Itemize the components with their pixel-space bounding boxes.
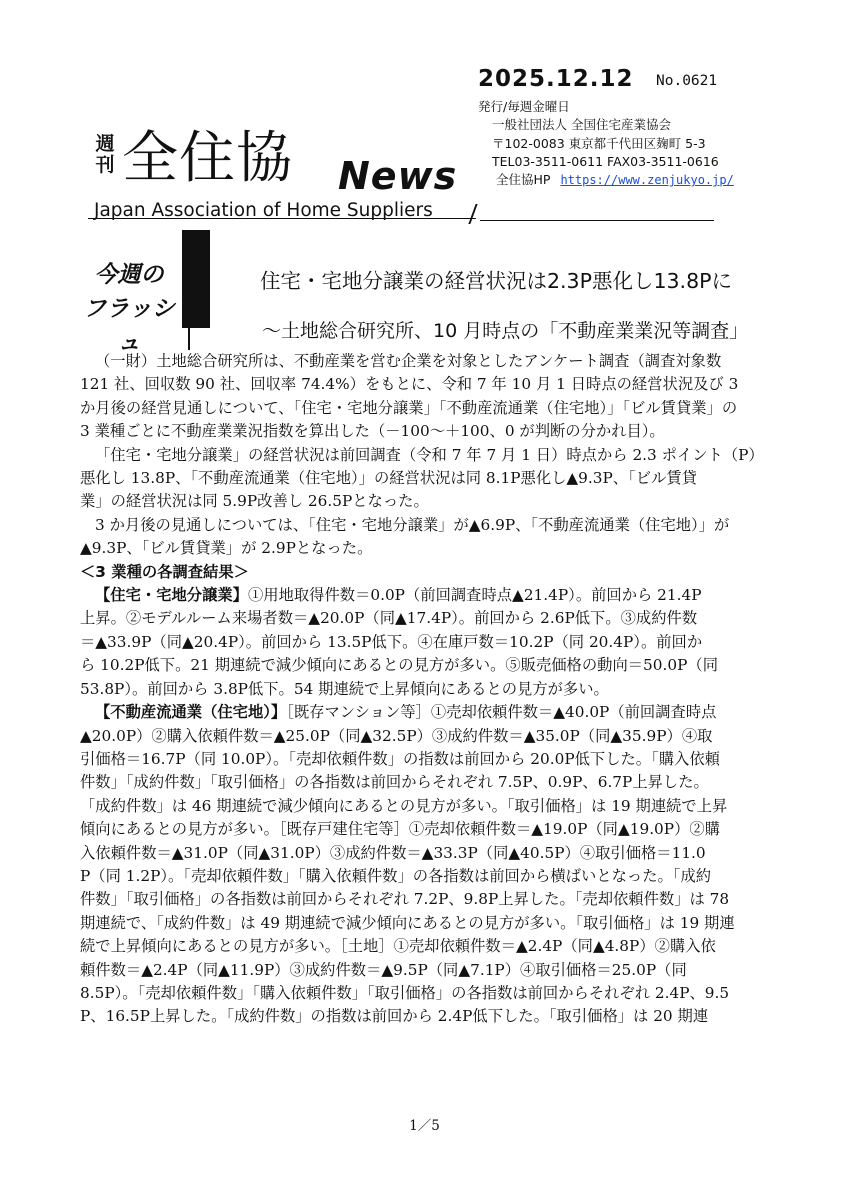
body-line: （一財）土地総合研究所は、不動産業を営む企業を対象としたアンケート調査（調査対象数 — [95, 352, 722, 370]
body-line: ら 10.2P低下。21 期連続で減少傾向にあるとの見方が多い。⑤販売価格の動向＝50.0P（同 — [80, 656, 718, 675]
body-line: 件数」「取引価格」の各指数は前回からそれぞれ 7.2P、9.8P上昇した。「売却依頼件数」は 78 — [80, 890, 730, 909]
article-headline: 住宅・宅地分譲業の経営状況は2.3P悪化し13.8Pに — [260, 269, 732, 293]
article-body — [80, 350, 780, 1029]
body-line: 悪化し 13.8P、「不動産流通業（住宅地）」の経営状況は同 8.1P悪化し▲9.3P、「ビル賃貸 — [80, 469, 697, 488]
body-line: 53.8P）。前回から 3.8P低下。54 期連続で上昇傾向にあるとの見方が多い。 — [80, 679, 609, 698]
body-line: 続で上昇傾向にあるとの見方が多い。［土地］①売却依頼件数＝▲2.4P（同▲4.8P）②購入依 — [80, 937, 716, 956]
body-line: ＜3 業種の各調査結果＞ — [80, 562, 249, 581]
homepage-label: 全住協HP — [496, 172, 551, 188]
body-line: 3 か月後の見通しについては、「住宅・宅地分譲業」が▲6.9P、「不動産流通業（住宅地）」が — [95, 515, 730, 534]
brand-japanese: 全住協 — [122, 126, 293, 191]
article-subheadline: ～土地総合研究所、10 月時点の「不動産業業況等調査」 — [262, 320, 749, 342]
body-line: ▲20.0P）②購入依頼件数＝▲25.0P（同▲32.5P）③成約件数＝▲35.0P（同▲35.9P）④取 — [80, 726, 713, 745]
organization-name: 一般社団法人 全国住宅産業協会 — [492, 117, 671, 133]
issue-date: 2025.12.12 — [478, 66, 634, 92]
body-line: か月後の経営見通しについて、「住宅・宅地分譲業」「不動産流通業（住宅地）」「ビル賃貸業」の — [80, 398, 738, 417]
flash-label-line2: フラッシュ — [83, 296, 175, 356]
body-line: 件数」「成約件数」「取引価格」の各指数は前回からそれぞれ 7.5P、0.9P、6.7P上昇した。 — [80, 773, 709, 792]
weekly-flash-badge — [72, 228, 218, 356]
body-line: 頼件数＝▲2.4P（同▲11.9P）③成約件数＝▲9.5P（同▲7.1P）④取引価格＝25.0P（同 — [80, 960, 687, 979]
flash-label — [74, 258, 184, 360]
brand-english: Japan Association of Home Suppliers — [94, 200, 433, 221]
publication-schedule: 発行/毎週金曜日 — [478, 99, 570, 114]
homepage-row — [478, 171, 734, 189]
body-line: 上昇。②モデルルーム来場者数＝▲20.0P（同▲17.4P）。前回から 2.6P低下。③成約件数 — [80, 609, 698, 628]
issue-number: No.0621 — [656, 73, 718, 89]
flash-label-line1: 今週の — [94, 262, 164, 288]
body-line: 業」の経営状況は同 5.9P改善し 26.5Pとなった。 — [80, 492, 429, 511]
body-line: 3 業種ごとに不動産業業況指数を算出した（－100～＋100、0 が判断の分かれ目）。 — [80, 422, 665, 441]
body-line: P、16.5P上昇した。「成約件数」の指数は前回から 2.4P低下した。「取引価格」は 20 期連 — [80, 1007, 709, 1026]
body-line: 【住宅・宅地分譲業】①用地取得件数＝0.0P（前回調査時点▲21.4P）。前回から 21.4P — [95, 586, 702, 605]
brand-news: News — [338, 154, 458, 198]
flash-bar — [182, 230, 210, 328]
body-line: 「成約件数」は 46 期連続で減少傾向にあるとの見方が多い。「取引価格」は 19 期連続で上昇 — [80, 796, 728, 815]
body-line: 8.5P）。「売却依頼件数」「購入依頼件数」「取引価格」の各指数は前回からそれぞれ 2.4P、9.5 — [80, 983, 730, 1002]
organization-address: 〒102-0083 東京都千代田区麹町 5-3 — [492, 135, 706, 151]
body-line: 「住宅・宅地分譲業」の経営状況は前回調査（令和 7 年 7 月 1 日）時点から 2.3 ポイント（P） — [95, 445, 764, 464]
homepage-link[interactable]: https://www.zenjukyo.jp/ — [560, 173, 734, 188]
publisher-info — [478, 98, 734, 189]
page-number: 1／5 — [409, 1118, 440, 1134]
body-line: ＝▲33.9P（同▲20.4P）。前回から 13.5P低下。④在庫戸数＝10.2P（同 20.4P）。前回か — [80, 632, 703, 651]
organization-contact: TEL03-3511-0611 FAX03-3511-0616 — [492, 153, 719, 169]
body-line: 期連続で、「成約件数」は 49 期連続で減少傾向にあるとの見方が多い。「取引価格」は 19 期連 — [80, 913, 735, 932]
masthead-divider — [88, 218, 476, 219]
body-line: 傾向にあるとの見方が多い。［既存戸建住宅等］①売却依頼件数＝▲19.0P（同▲19.0P）②購 — [80, 820, 720, 839]
masthead-logo — [88, 128, 478, 228]
body-line: 入依頼件数＝▲31.0P（同▲31.0P）③成約件数＝▲33.3P（同▲40.5P）④取引価格＝11.0 — [80, 843, 706, 862]
body-line: 引価格＝16.7P（同 10.0P）。「売却依頼件数」の指数は前回から 20.0P低下した。「購入依頼 — [80, 749, 720, 768]
weekly-label: 週刊 — [95, 133, 115, 176]
body-line: ▲9.3P、「ビル賃貸業」が 2.9Pとなった。 — [80, 539, 373, 558]
body-line: P（同 1.2P）。「売却依頼件数」「購入依頼件数」の各指数は前回から横ばいとなった。「成約 — [80, 866, 712, 885]
body-line: 121 社、回収数 90 社、回収率 74.4%）をもとに、令和 7 年 10 月 1 日時点の経営状況及び 3 — [80, 375, 739, 394]
info-divider — [480, 220, 714, 221]
body-line: 【不動産流通業（住宅地）】［既存マンション等］①売却依頼件数＝▲40.0P（前回調査時点 — [95, 703, 717, 722]
